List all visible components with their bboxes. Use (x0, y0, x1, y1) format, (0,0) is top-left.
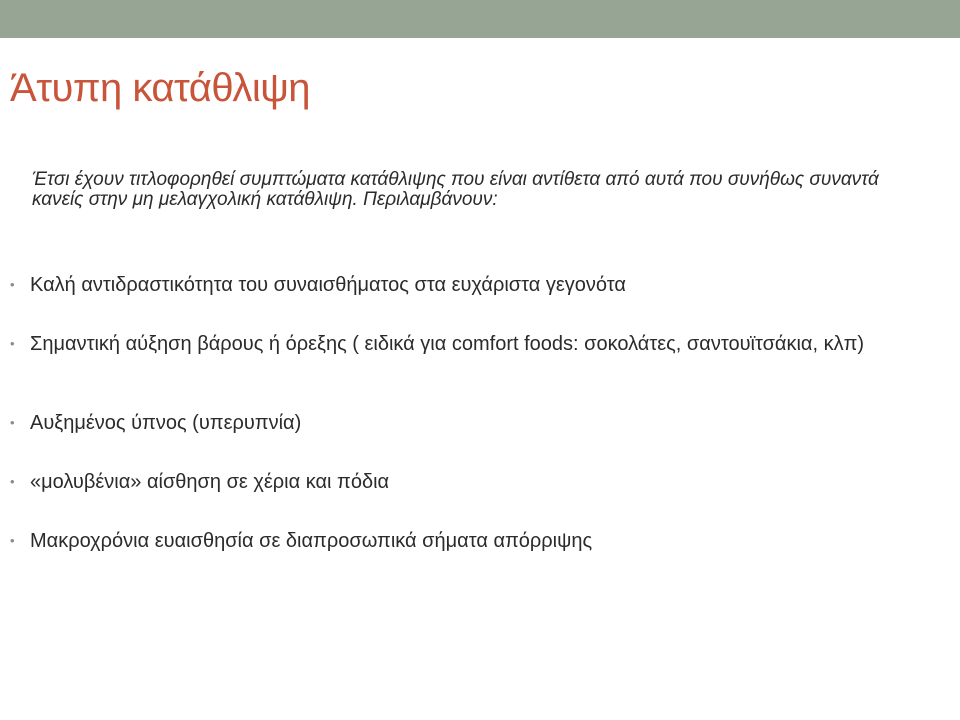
slide-title: Άτυπη κατάθλιψη (10, 66, 310, 110)
bullet-dot-icon: • (10, 277, 15, 292)
bullet-item (10, 274, 890, 296)
bullet-dot-icon: • (10, 336, 15, 351)
intro-paragraph: Έτσι έχουν τιτλοφορηθεί συμπτώματα κατάθλιψης που είναι αντίθετα από αυτά που συνήθως συναντά κανείς στην μη μελαγχολική κατάθλιψη. Περιλαμβάνουν: (32, 169, 879, 210)
bullet-text: Μακροχρόνια ευαισθησία σε διαπροσωπικά σήματα απόρριψης (30, 530, 593, 552)
bullet-item (10, 333, 890, 355)
bullet-item (10, 530, 890, 552)
bullet-dot-icon: • (10, 533, 15, 548)
bullet-text: Σημαντική αύξηση βάρους ή όρεξης ( ειδικά για comfort foods: σοκολάτες, σαντουϊτσάκια, κλπ) (30, 333, 865, 355)
bullet-text: «μολυβένια» αίσθηση σε χέρια και πόδια (30, 471, 390, 493)
top-decorative-band (0, 0, 960, 38)
bullet-text: Αυξημένος ύπνος (υπερυπνία) (30, 412, 302, 434)
bullet-item (10, 471, 890, 493)
bullet-text: Καλή αντιδραστικότητα του συναισθήματος στα ευχάριστα γεγονότα (30, 274, 626, 296)
bullet-dot-icon: • (10, 415, 15, 430)
bullet-dot-icon: • (10, 474, 15, 489)
bullet-item (10, 412, 890, 434)
